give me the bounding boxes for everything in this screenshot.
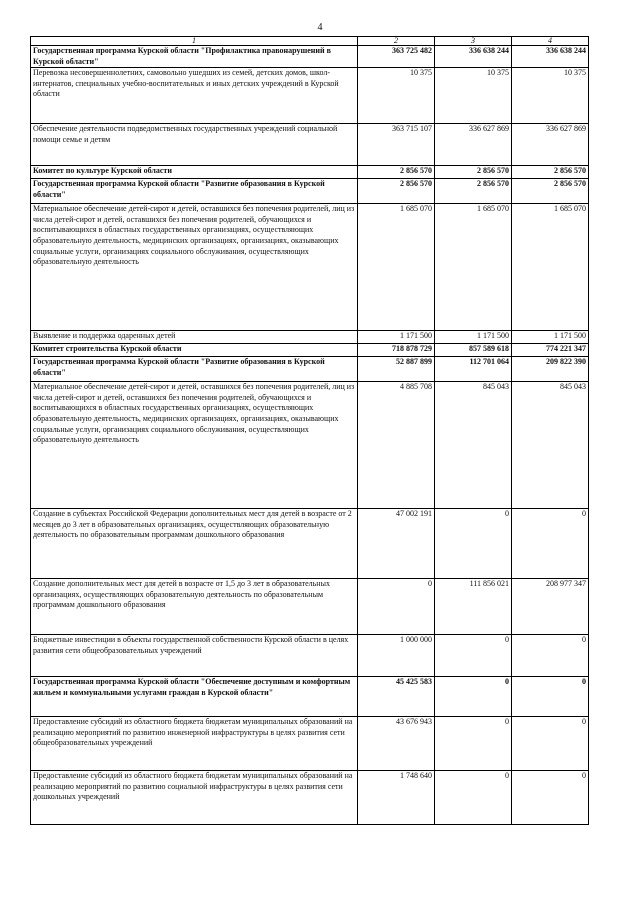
value-cell-3: 336 638 244 [435, 46, 512, 68]
value-cell-4: 1 171 500 [512, 331, 589, 344]
row-name-cell: Бюджетные инвестиции в объекты государственной собственности Курской области в целях развития сети общеобразовательных учреждений [31, 635, 358, 677]
value-cell-2: 1 171 500 [358, 331, 435, 344]
value-cell-2: 0 [358, 579, 435, 635]
table-row [31, 124, 589, 166]
row-name-cell: Материальное обеспечение детей-сирот и детей, оставшихся без попечения родителей, лиц из числа детей-сирот и детей, оставшихся без попечения родителей, обучающихся и воспитывающихся в областных государственных организациях, осуществляющих образовательную деятельность, медицинских организациях, организациях, оказывающих социальные услуги, организациях социального обслуживания, осуществляющих образовательную деятельность [31, 382, 358, 509]
value-cell-2: 45 425 583 [358, 677, 435, 717]
column-number: 3 [435, 37, 512, 46]
value-cell-3: 857 589 618 [435, 344, 512, 357]
value-cell-4: 0 [512, 677, 589, 717]
row-name-cell: Государственная программа Курской области "Развитие образования в Курской области" [31, 357, 358, 382]
value-cell-2: 1 685 070 [358, 204, 435, 331]
value-cell-2: 4 885 708 [358, 382, 435, 509]
row-name-cell: Предоставление субсидий из областного бюджета бюджетам муниципальных образований на реализацию мероприятий по развитию инженерной инфраструктуры в целях развития сети общеобразовательных учреждений [31, 717, 358, 771]
table-row [31, 357, 589, 382]
row-name-cell: Государственная программа Курской области "Профилактика правонарушений в Курской области" [31, 46, 358, 68]
value-cell-4: 2 856 570 [512, 179, 589, 204]
table-row [31, 179, 589, 204]
table-row [31, 771, 589, 825]
value-cell-3: 0 [435, 717, 512, 771]
table-row [31, 331, 589, 344]
table-row [31, 204, 589, 331]
value-cell-4: 0 [512, 509, 589, 579]
value-cell-4: 336 638 244 [512, 46, 589, 68]
row-name-cell: Материальное обеспечение детей-сирот и детей, оставшихся без попечения родителей, лиц из числа детей-сирот и детей, оставшихся без попечения родителей, обучающихся и воспитывающихся в областных государственных организациях, осуществляющих образовательную деятельность, медицинских организациях, организациях, оказывающих социальные услуги, организациях социального обслуживания, осуществляющих образовательную деятельность [31, 204, 358, 331]
value-cell-2: 2 856 570 [358, 166, 435, 179]
value-cell-3: 2 856 570 [435, 166, 512, 179]
row-name-cell: Комитет по культуре Курской области [31, 166, 358, 179]
column-number: 4 [512, 37, 589, 46]
row-name-cell: Выявление и поддержка одаренных детей [31, 331, 358, 344]
table-row [31, 382, 589, 509]
row-name-cell: Создание дополнительных мест для детей в возрасте от 1,5 до 3 лет в образовательных организациях, осуществляющих образовательную деятельность по образовательным программам дошкольного образования [31, 579, 358, 635]
row-name-cell: Комитет строительства Курской области [31, 344, 358, 357]
value-cell-4: 336 627 869 [512, 124, 589, 166]
value-cell-4: 208 977 347 [512, 579, 589, 635]
value-cell-2: 43 676 943 [358, 717, 435, 771]
value-cell-3: 111 856 021 [435, 579, 512, 635]
value-cell-2: 718 878 729 [358, 344, 435, 357]
value-cell-2: 52 887 899 [358, 357, 435, 382]
value-cell-4: 774 221 347 [512, 344, 589, 357]
value-cell-4: 1 685 070 [512, 204, 589, 331]
value-cell-4: 0 [512, 717, 589, 771]
value-cell-3: 1 685 070 [435, 204, 512, 331]
value-cell-3: 336 627 869 [435, 124, 512, 166]
value-cell-2: 1 000 000 [358, 635, 435, 677]
table-row [31, 46, 589, 68]
value-cell-2: 363 715 107 [358, 124, 435, 166]
value-cell-4: 0 [512, 635, 589, 677]
table-row [31, 509, 589, 579]
value-cell-3: 1 171 500 [435, 331, 512, 344]
value-cell-2: 1 748 640 [358, 771, 435, 825]
column-number: 1 [31, 37, 358, 46]
value-cell-4: 10 375 [512, 68, 589, 124]
table-row [31, 166, 589, 179]
value-cell-2: 363 725 482 [358, 46, 435, 68]
value-cell-2: 10 375 [358, 68, 435, 124]
row-name-cell: Предоставление субсидий из областного бюджета бюджетам муниципальных образований на реализацию мероприятий по развитию социальной инфраструктуры в целях развития сети дошкольных учреждений [31, 771, 358, 825]
row-name-cell: Обеспечение деятельности подведомственных государственных учреждений социальной помощи семье и детям [31, 124, 358, 166]
column-number-row [31, 37, 589, 46]
row-name-cell: Государственная программа Курской области "Обеспечение доступным и комфортным жильем и коммунальными услугами граждан в Курской области" [31, 677, 358, 717]
table-row [31, 68, 589, 124]
table-row [31, 717, 589, 771]
value-cell-3: 2 856 570 [435, 179, 512, 204]
value-cell-3: 0 [435, 677, 512, 717]
row-name-cell: Государственная программа Курской области "Развитие образования в Курской области" [31, 179, 358, 204]
value-cell-4: 2 856 570 [512, 166, 589, 179]
value-cell-4: 209 822 390 [512, 357, 589, 382]
table-row [31, 635, 589, 677]
value-cell-3: 10 375 [435, 68, 512, 124]
table-row [31, 579, 589, 635]
value-cell-3: 845 043 [435, 382, 512, 509]
value-cell-4: 0 [512, 771, 589, 825]
value-cell-3: 112 701 064 [435, 357, 512, 382]
value-cell-3: 0 [435, 771, 512, 825]
row-name-cell: Перевозка несовершеннолетних, самовольно ушедших из семей, детских домов, школ-интернатов, специальных учебно-воспитательных и иных детских учреждений в Курской области [31, 68, 358, 124]
value-cell-3: 0 [435, 635, 512, 677]
column-number: 2 [358, 37, 435, 46]
value-cell-2: 47 002 191 [358, 509, 435, 579]
table-row [31, 677, 589, 717]
value-cell-4: 845 043 [512, 382, 589, 509]
row-name-cell: Создание в субъектах Российской Федерации дополнительных мест для детей в возрасте от 2 месяцев до 3 лет в образовательных организациях, осуществляющих образовательную деятельность по образовательным программам дошкольного образования [31, 509, 358, 579]
page-number: 4 [317, 22, 323, 33]
budget-table [30, 36, 589, 825]
value-cell-2: 2 856 570 [358, 179, 435, 204]
table-row [31, 344, 589, 357]
value-cell-3: 0 [435, 509, 512, 579]
